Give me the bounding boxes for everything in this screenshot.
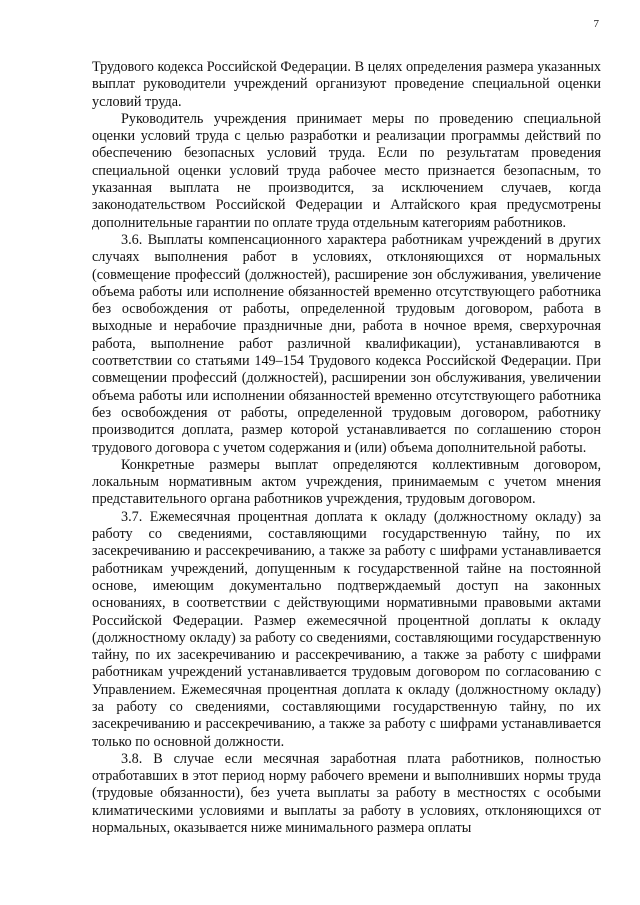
paragraph-section-3-6: 3.6. Выплаты компенсационного характера работникам учреждений в других случаях выполнения работ в условиях, отклоняющихся от нормальных (совмещение профессий (должностей), расширение зон обслуживания, увеличение объема работы или исполнение обязанностей временно отсутствующего работника без освобождения от работы, определенной трудовым договором, работа в выходные и нерабочие праздничные дни, работа в ночное время, сверхурочная работа, выполнение работ различной квалификации), устанавливаются в соответствии со статьями 149–154 Трудового кодекса Российской Федерации. При совмещении профессий (должностей), расширении зон обслуживания, увеличении объема работы или исполнении обязанностей временно отсутствующего работника без освобождения от работы, определенной трудовым договором, работнику производится доплата, размер которой устанавливается по соглашению сторон трудового договора с учетом содержания и (или) объема дополнительной работы. — [92, 231, 601, 456]
paragraph-continuation: Трудового кодекса Российской Федерации. В целях определения размера указанных выплат руководители учреждений организуют проведение специальной оценки условий труда. — [92, 59, 601, 110]
paragraph-head-responsibility: Руководитель учреждения принимает меры по проведению специальной оценки условий труда с целью разработки и реализации программы действий по обеспечению безопасных условий труда. Если по результатам проведения специальной оценки условий труда рабочее место признается безопасным, то указанная выплата не производится, за исключением случаев, когда законодательством Российской Федерации и Алтайского края предусмотрены дополнительные гарантии по оплате труда отдельным категориям работников. — [92, 110, 601, 231]
paragraph-section-3-8: 3.8. В случае если месячная заработная плата работников, полностью отработавших в этот период норму рабочего времени и выполнивших нормы труда (трудовые обязанности), без учета выплаты за работу в местностях с особыми климатическими условиями и выплаты за работу в условиях, отклоняющихся от нормальных, оказывается ниже минимального размера оплаты — [92, 750, 601, 837]
paragraph-section-3-7: 3.7. Ежемесячная процентная доплата к окладу (должностному окладу) за работу со сведениями, составляющими государственную тайну, по их засекречиванию и рассекречиванию, а также за работу с шифрами устанавливается работникам учреждений, допущенным к государственной тайне на постоянной основе, имеющим документально подтверждаемый доступ на законных основаниях, в соответствии с действующими нормативными правовыми актами Российской Федерации. Размер ежемесячной процентной доплаты к окладу (должностному окладу) за работу со сведениями, составляющими государственную тайну, по их засекречиванию и рассекречиванию, а также за работу с шифрами работникам учреждений устанавливается трудовым договором по согласованию с Управлением. Ежемесячная процентная доплата к окладу (должностному окладу) за работу со сведениями, составляющими государственную тайну, по их засекречиванию и рассекречиванию, а также за работу с шифрами устанавливается только по основной должности. — [92, 508, 601, 750]
paragraph-specific-payments: Конкретные размеры выплат определяются коллективным договором, локальным нормативным актом учреждения, принимаемым с учетом мнения представительного органа работников учреждения, трудовым договором. — [92, 456, 601, 508]
page-number: 7 — [593, 18, 599, 30]
document-text-body — [92, 59, 601, 837]
